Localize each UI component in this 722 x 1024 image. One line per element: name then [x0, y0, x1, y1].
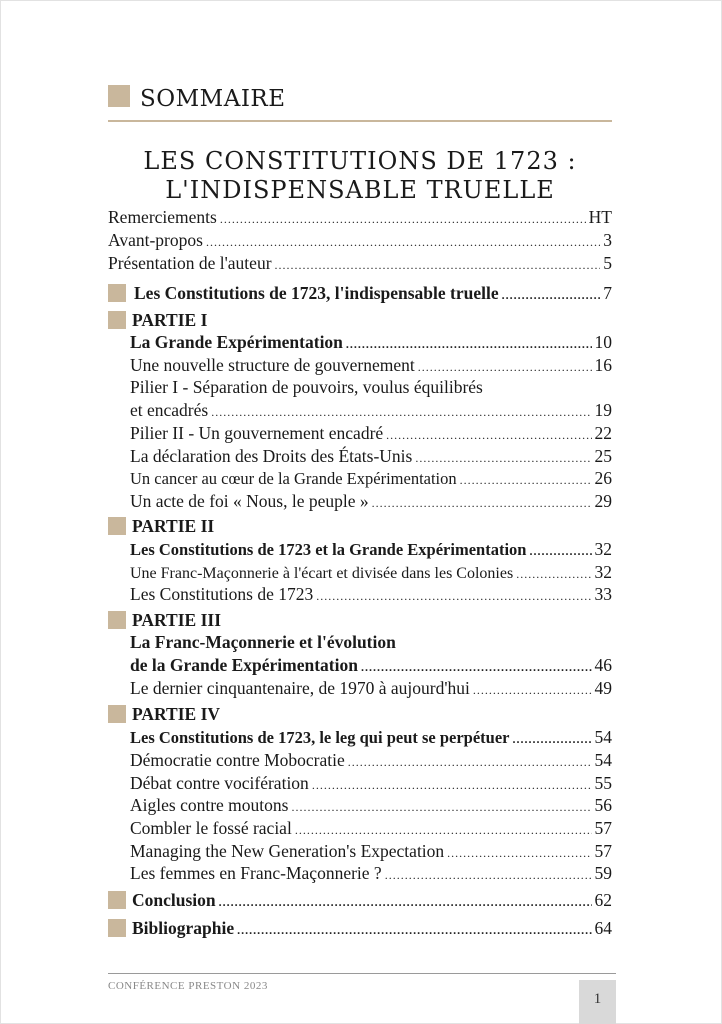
dot-leader [361, 656, 592, 678]
toc-entry-page: 57 [594, 818, 612, 838]
toc-entry-page: 26 [594, 468, 612, 488]
toc-entry-label: Aigles contre moutons [130, 795, 289, 815]
toc-entry-bibliographie[interactable] [108, 917, 612, 941]
dot-leader [220, 208, 586, 230]
main-title-line1: LES CONSTITUTIONS DE 1723 : [143, 147, 577, 175]
toc-entry-heading[interactable] [130, 726, 612, 750]
toc-entry-label: Les Constitutions de 1723 [130, 584, 314, 604]
footer-text: CONFÉRENCE PRESTON 2023 [108, 980, 268, 992]
toc-entry-label: Présentation de l'auteur [108, 253, 272, 273]
toc-entry-page: 22 [594, 423, 612, 443]
toc-entry-label: Les femmes en Franc-Maçonnerie ? [130, 863, 382, 883]
square-bullet-icon [108, 85, 130, 107]
dot-leader [372, 492, 592, 514]
toc-entry-presentation[interactable] [108, 252, 612, 276]
square-bullet-icon [108, 891, 126, 909]
dot-leader [513, 728, 592, 750]
section-title: PARTIE II [132, 516, 215, 536]
toc-entry[interactable] [130, 561, 612, 585]
toc-entry[interactable] [130, 840, 612, 864]
toc-entry[interactable] [130, 399, 612, 423]
toc-entry-page: 54 [594, 727, 612, 747]
header-divider [108, 120, 612, 122]
section-title: PARTIE IV [132, 704, 221, 724]
toc-entry-label: Bibliographie [132, 918, 235, 938]
toc-entry-page: 32 [594, 539, 612, 559]
dot-leader [473, 679, 592, 701]
toc-entry-label: Un cancer au cœur de la Grande Expérimentation [130, 469, 457, 488]
toc-entry-label: et encadrés [130, 400, 209, 420]
toc-entry[interactable] [130, 583, 612, 607]
toc-entry-label: Managing the New Generation's Expectation [130, 841, 445, 861]
toc-entry-chapter1[interactable] [108, 282, 612, 306]
dot-leader [346, 333, 592, 355]
toc-entry-page: 54 [594, 750, 612, 770]
dot-leader [418, 356, 592, 378]
square-bullet-icon [108, 311, 126, 329]
toc-entry[interactable] [130, 677, 612, 701]
dot-leader [447, 842, 591, 864]
dot-leader [206, 231, 600, 253]
toc-entry-label: Avant-propos [108, 230, 203, 250]
dot-leader [291, 796, 591, 818]
dot-leader [502, 284, 601, 306]
toc-entry-page: HT [588, 207, 612, 227]
conclusion-label-wrap [108, 889, 216, 911]
dot-leader [237, 919, 591, 941]
dot-leader [312, 774, 592, 796]
toc-entry-page: 16 [594, 355, 612, 375]
section-partie-1[interactable] [108, 309, 207, 331]
toc-entry-page: 33 [594, 584, 612, 604]
toc-entry-label: Conclusion [132, 890, 216, 910]
square-bullet-icon [108, 517, 126, 535]
toc-entry-page: 57 [594, 841, 612, 861]
toc-entry-label: Pilier II - Un gouvernement encadré [130, 423, 384, 443]
toc-entry-remerciements[interactable] [108, 206, 612, 230]
main-title-line2: L'INDISPENSABLE TRUELLE [165, 176, 555, 204]
toc-entry-label: de la Grande Expérimentation [130, 655, 358, 675]
square-bullet-icon [108, 705, 126, 723]
toc-entry[interactable] [130, 490, 612, 514]
dot-leader [529, 540, 591, 562]
toc-entry-page: 29 [594, 491, 612, 511]
toc-entry-page: 19 [594, 400, 612, 420]
section-partie-3[interactable] [108, 609, 221, 631]
toc-entry[interactable] [130, 749, 612, 773]
toc-entry-label: Les Constitutions de 1723 et la Grande Expérimentation [130, 540, 527, 559]
square-bullet-icon [108, 611, 126, 629]
toc-entry-page: 46 [594, 655, 612, 675]
dot-leader [219, 891, 592, 913]
toc-entry-page: 62 [594, 890, 612, 910]
dot-leader [295, 819, 592, 841]
toc-entry-label: Les Constitutions de 1723, le leg qui peut se perpétuer [130, 728, 510, 747]
toc-entry-label: Le dernier cinquantenaire, de 1970 à aujourd'hui [130, 678, 470, 698]
dot-leader [385, 864, 592, 886]
toc-entry-page: 7 [603, 283, 612, 303]
toc-entry-page: 32 [594, 562, 612, 582]
toc-entry-label: Démocratie contre Mobocratie [130, 750, 345, 770]
toc-entry-label: Une nouvelle structure de gouvernement [130, 355, 415, 375]
footer-divider [108, 973, 616, 974]
toc-entry[interactable] [130, 794, 612, 818]
toc-entry-page: 10 [594, 332, 612, 352]
toc-entry[interactable] [130, 817, 612, 841]
dot-leader [516, 563, 591, 585]
header-title: SOMMAIRE [140, 86, 286, 112]
toc-entry-heading[interactable] [130, 331, 612, 355]
toc-entry[interactable] [130, 354, 612, 378]
toc-entry-label: Combler le fossé racial [130, 818, 292, 838]
toc-entry-label: Remerciements [108, 207, 217, 227]
toc-entry-page: 64 [594, 918, 612, 938]
dot-leader [211, 401, 591, 423]
page-header [108, 86, 612, 112]
toc-entry-label: Un acte de foi « Nous, le peuple » [130, 491, 369, 511]
chapter-label-wrap [108, 282, 499, 304]
square-bullet-icon [108, 919, 126, 937]
toc-entry[interactable] [130, 467, 612, 491]
toc-entry-page: 3 [603, 230, 612, 250]
toc-entry-page: 25 [594, 446, 612, 466]
toc-entry-page: 56 [594, 795, 612, 815]
toc-entry-conclusion[interactable] [108, 889, 612, 913]
section-title: PARTIE III [132, 610, 222, 630]
section-partie-2[interactable] [108, 515, 214, 537]
dot-leader [415, 447, 591, 469]
page-number: 1 [579, 980, 616, 1024]
toc-entry[interactable] [130, 422, 612, 446]
dot-leader [460, 469, 592, 491]
toc-entry-label: La déclaration des Droits des États-Unis [130, 446, 413, 466]
dot-leader [275, 254, 601, 276]
toc-heading-line1[interactable]: La Franc-Maçonnerie et l'évolution [130, 632, 396, 652]
dot-leader [316, 585, 591, 607]
toc-entry-label: Les Constitutions de 1723, l'indispensable truelle [134, 283, 499, 303]
toc-entry-avant-propos[interactable] [108, 229, 612, 253]
toc-entry[interactable] [130, 772, 612, 796]
bibliographie-label-wrap [108, 917, 234, 939]
section-partie-4[interactable] [108, 703, 220, 725]
toc-entry-heading[interactable] [130, 654, 612, 678]
toc-entry-label-wrapped[interactable]: Pilier I - Séparation de pouvoirs, voulus équilibrés [130, 377, 483, 397]
toc-entry-page: 49 [594, 678, 612, 698]
toc-entry-page: 59 [594, 863, 612, 883]
section-title: PARTIE I [132, 310, 208, 330]
toc-entry-label: Une Franc-Maçonnerie à l'écart et divisée dans les Colonies [130, 565, 514, 582]
toc-entry-label: La Grande Expérimentation [130, 332, 343, 352]
square-bullet-icon [108, 284, 126, 302]
toc-entry-page: 5 [603, 253, 612, 273]
dot-leader [348, 751, 592, 773]
toc-entry[interactable] [130, 862, 612, 886]
dot-leader [386, 424, 591, 446]
toc-entry[interactable] [130, 445, 612, 469]
toc-entry-page: 55 [594, 773, 612, 793]
toc-entry-label: Débat contre vocifération [130, 773, 309, 793]
toc-entry-heading[interactable] [130, 538, 612, 562]
